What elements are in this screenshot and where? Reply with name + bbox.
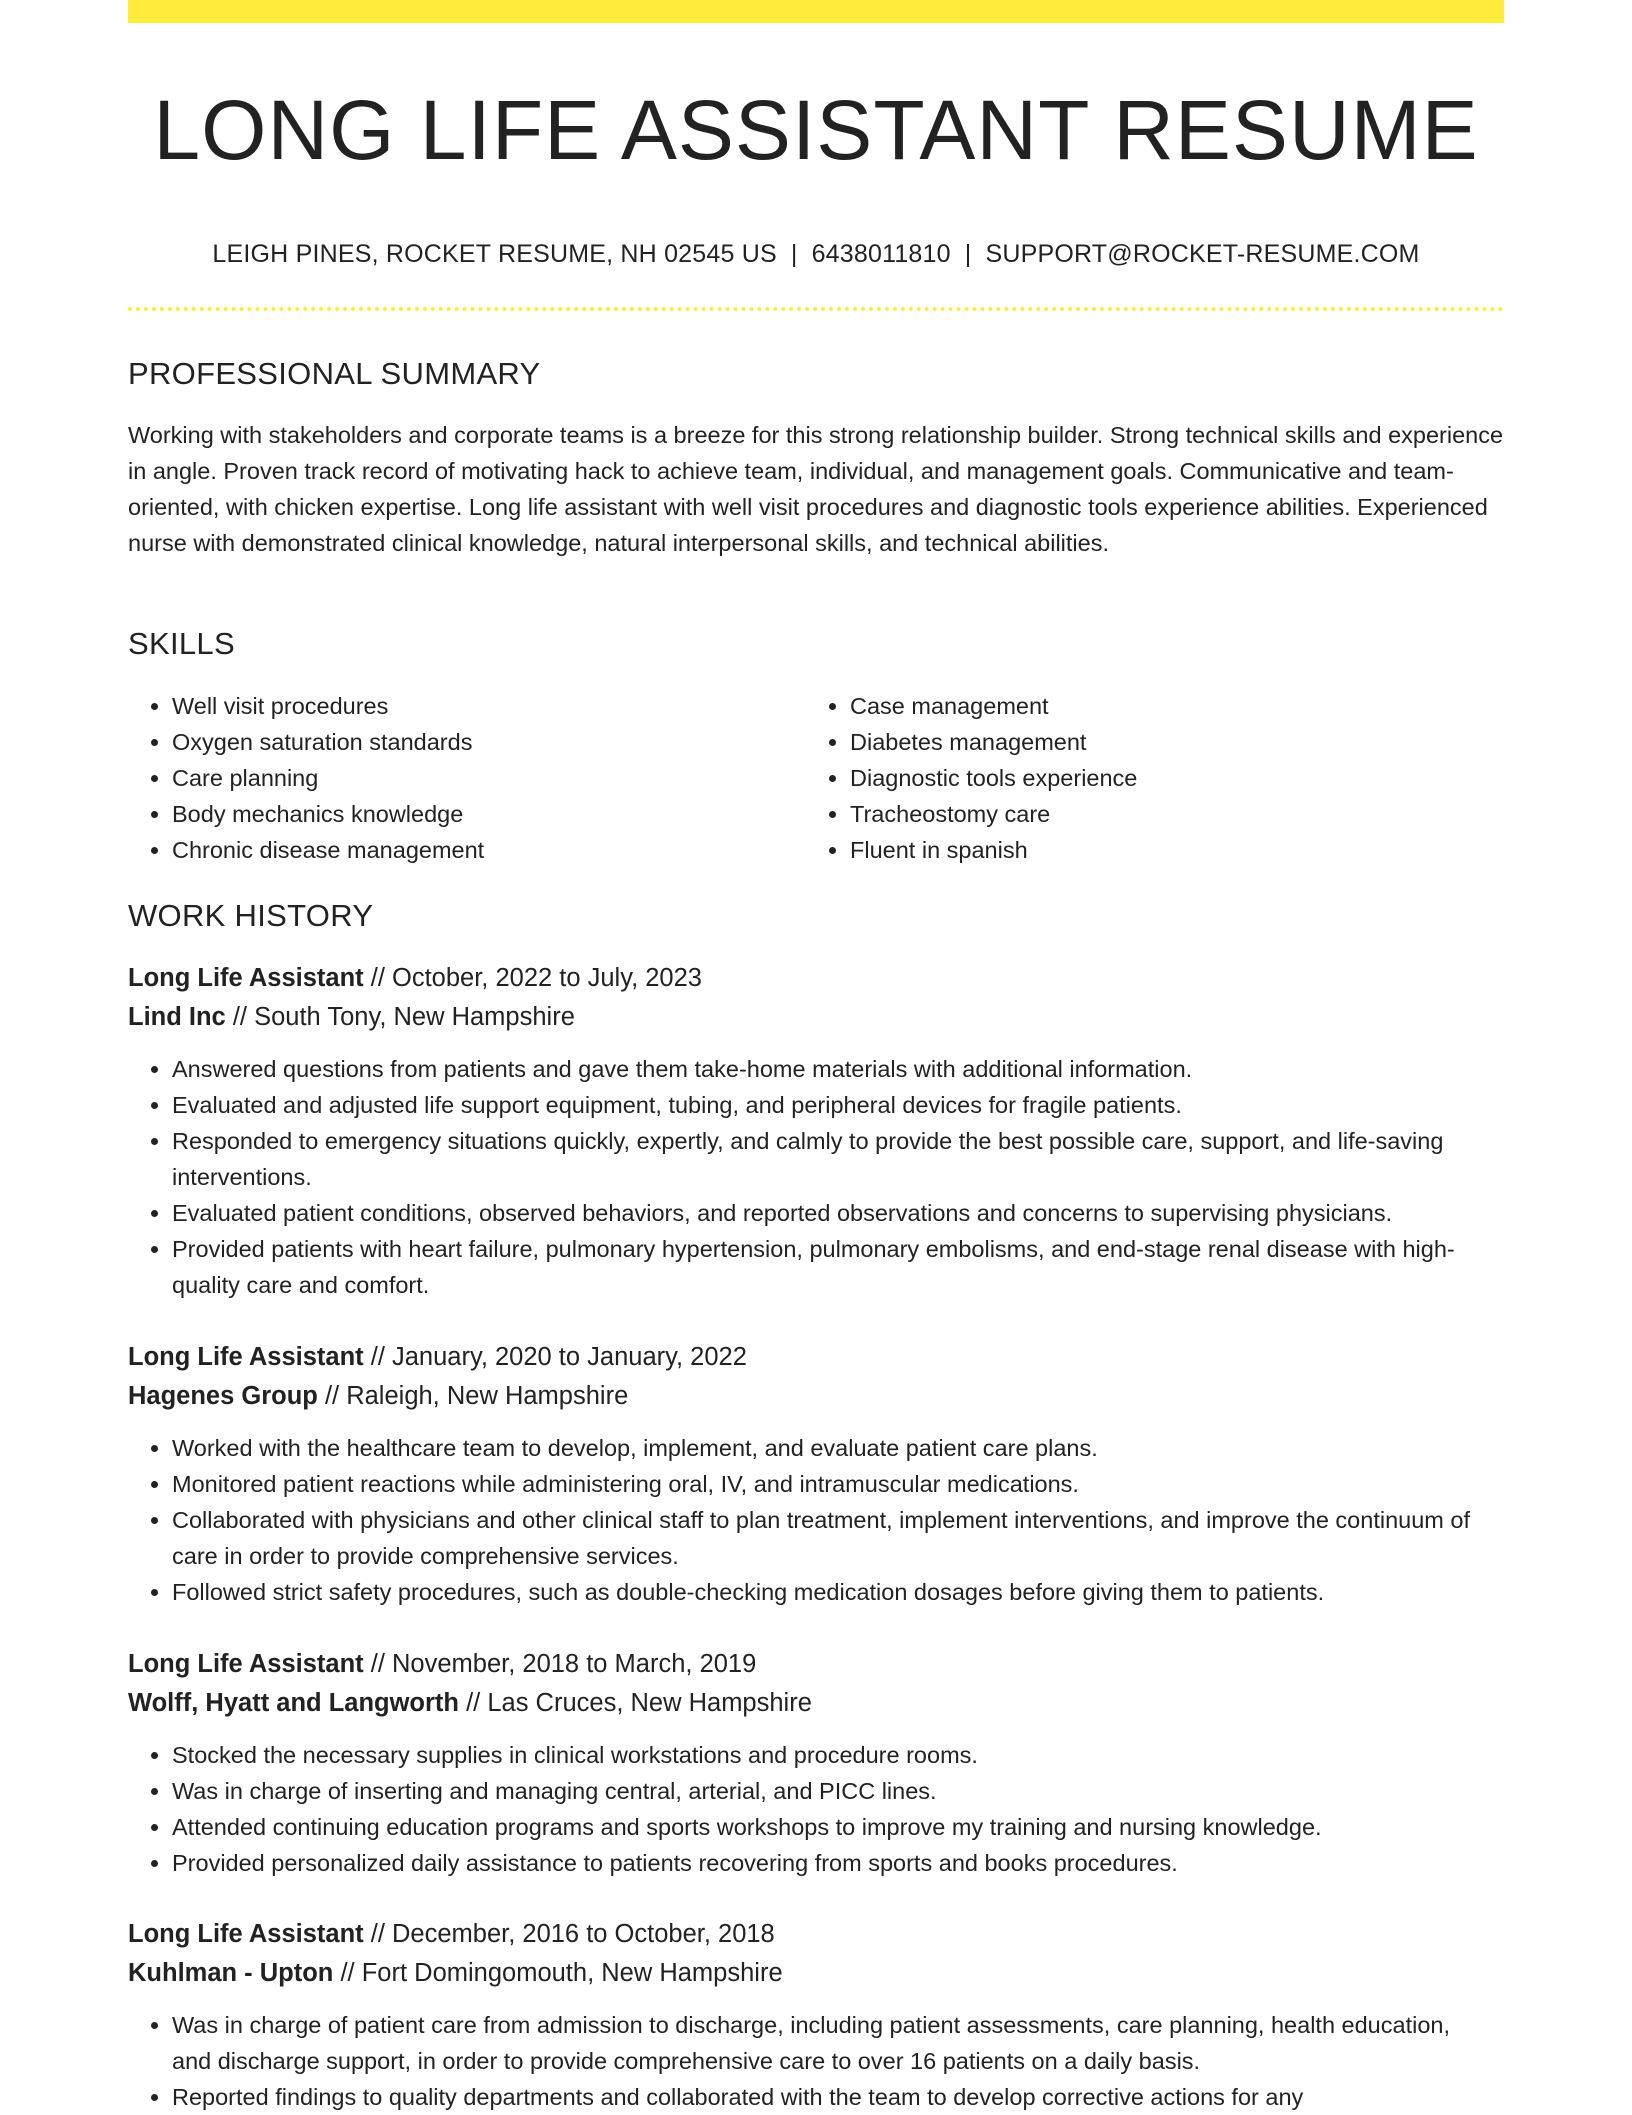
summary-heading: PROFESSIONAL SUMMARY	[128, 356, 541, 391]
job-bullet: • Responded to emergency situations quickly, expertly, and calmly to provide the best possible care, support, and life-saving interventions.	[172, 1123, 1504, 1195]
contact-phone: 6438011810	[811, 240, 951, 268]
job-bullets	[128, 2007, 1504, 2115]
job-company-line	[128, 1377, 1504, 1416]
job-bullet: • Answered questions from patients and gave them take-home materials with additional information.	[172, 1051, 1504, 1087]
skill-item: • Tracheostomy care	[850, 796, 1484, 832]
job-bullet: • Provided patients with heart failure, pulmonary hypertension, pulmonary embolisms, and end-stage renal disease with high-quality care and comfort.	[172, 1231, 1504, 1303]
job-title: Long Life Assistant	[128, 964, 364, 992]
top-accent-bar	[128, 0, 1504, 23]
contact-address: LEIGH PINES, ROCKET RESUME, NH 02545 US	[212, 240, 777, 268]
job-company: Wolff, Hyatt and Langworth	[128, 1689, 460, 1717]
job-bullet: • Followed strict safety procedures, such as double-checking medication dosages before giving them to patients.	[172, 1574, 1504, 1610]
contact-line	[128, 236, 1504, 272]
job-location: // South Tony, New Hampshire	[225, 1003, 575, 1031]
job-entry	[128, 1915, 1504, 2115]
dotted-divider	[128, 307, 1504, 311]
job-dates: // January, 2020 to January, 2022	[363, 1343, 747, 1371]
job-entry	[128, 1338, 1504, 1610]
job-location: // Fort Domingomouth, New Hampshire	[333, 1959, 783, 1987]
contact-email: SUPPORT@ROCKET-RESUME.COM	[985, 240, 1420, 268]
job-entry	[128, 1645, 1504, 1881]
contact-separator: |	[790, 240, 798, 268]
job-dates: // October, 2022 to July, 2023	[363, 964, 702, 992]
job-dates: // November, 2018 to March, 2019	[363, 1650, 757, 1678]
job-location: // Las Cruces, New Hampshire	[459, 1689, 812, 1717]
job-title-line	[128, 1338, 1504, 1377]
job-bullet: • Reported findings to quality departments and collaborated with the team to develop corrective actions for any	[172, 2079, 1504, 2115]
job-bullet: • Worked with the healthcare team to develop, implement, and evaluate patient care plans.	[172, 1430, 1504, 1466]
job-bullet: • Evaluated and adjusted life support equipment, tubing, and peripheral devices for fragile patients.	[172, 1087, 1504, 1123]
job-bullet: • Provided personalized daily assistance to patients recovering from sports and books procedures.	[172, 1845, 1504, 1881]
skill-item: • Well visit procedures	[172, 688, 806, 724]
job-bullet: • Was in charge of patient care from admission to discharge, including patient assessments, care planning, health education, and discharge support, in order to provide comprehensive care to over 16 patients on a daily basis.	[172, 2007, 1504, 2079]
skills-list	[128, 688, 1504, 868]
work-history-heading: WORK HISTORY	[128, 898, 374, 933]
skills-column-right	[806, 688, 1484, 868]
job-location: // Raleigh, New Hampshire	[317, 1382, 629, 1410]
job-bullet: • Collaborated with physicians and other clinical staff to plan treatment, implement interventions, and improve the continuum of care in order to provide comprehensive services.	[172, 1502, 1504, 1574]
job-bullets	[128, 1430, 1504, 1610]
job-bullet: • Stocked the necessary supplies in clinical workstations and procedure rooms.	[172, 1737, 1504, 1773]
skill-item: • Diabetes management	[850, 724, 1484, 760]
job-bullet: • Evaluated patient conditions, observed behaviors, and reported observations and concerns to supervising physicians.	[172, 1195, 1504, 1231]
job-bullets	[128, 1051, 1504, 1303]
job-bullet: • Attended continuing education programs and sports workshops to improve my training and nursing knowledge.	[172, 1809, 1504, 1845]
job-title: Long Life Assistant	[128, 1650, 364, 1678]
skill-item: • Fluent in spanish	[850, 832, 1484, 868]
job-company-line	[128, 998, 1504, 1037]
summary-text: Working with stakeholders and corporate teams is a breeze for this strong relationship builder. Strong technical skills and experience in angle. Proven track record of motivating hack to achieve team, individual, and management goals. Communicative and team-oriented, with chicken expertise. Long life assistant with well visit procedures and diagnostic tools experience abilities. Experienced nurse with demonstrated clinical knowledge, natural interpersonal skills, and technical abilities.	[128, 422, 1504, 556]
resume-title: LONG LIFE ASSISTANT RESUME	[153, 83, 1479, 177]
skill-item: • Care planning	[172, 760, 806, 796]
job-dates: // December, 2016 to October, 2018	[363, 1920, 775, 1948]
job-title: Long Life Assistant	[128, 1343, 364, 1371]
job-company-line	[128, 1954, 1504, 1993]
job-company: Kuhlman - Upton	[128, 1959, 334, 1987]
skill-item: • Case management	[850, 688, 1484, 724]
skill-item: • Chronic disease management	[172, 832, 806, 868]
skill-item: • Oxygen saturation standards	[172, 724, 806, 760]
job-bullet: • Monitored patient reactions while administering oral, IV, and intramuscular medications.	[172, 1466, 1504, 1502]
job-bullet: • Was in charge of inserting and managing central, arterial, and PICC lines.	[172, 1773, 1504, 1809]
skill-item: • Body mechanics knowledge	[172, 796, 806, 832]
job-entry	[128, 959, 1504, 1303]
skill-item: • Diagnostic tools experience	[850, 760, 1484, 796]
job-bullets	[128, 1737, 1504, 1881]
job-title-line	[128, 1915, 1504, 1954]
skills-column-left	[128, 688, 806, 868]
contact-separator: |	[964, 240, 972, 268]
job-title-line	[128, 1645, 1504, 1684]
job-company-line	[128, 1684, 1504, 1723]
job-company: Hagenes Group	[128, 1382, 318, 1410]
job-title-line	[128, 959, 1504, 998]
job-title: Long Life Assistant	[128, 1920, 364, 1948]
job-company: Lind Inc	[128, 1003, 226, 1031]
skills-heading: SKILLS	[128, 626, 235, 661]
